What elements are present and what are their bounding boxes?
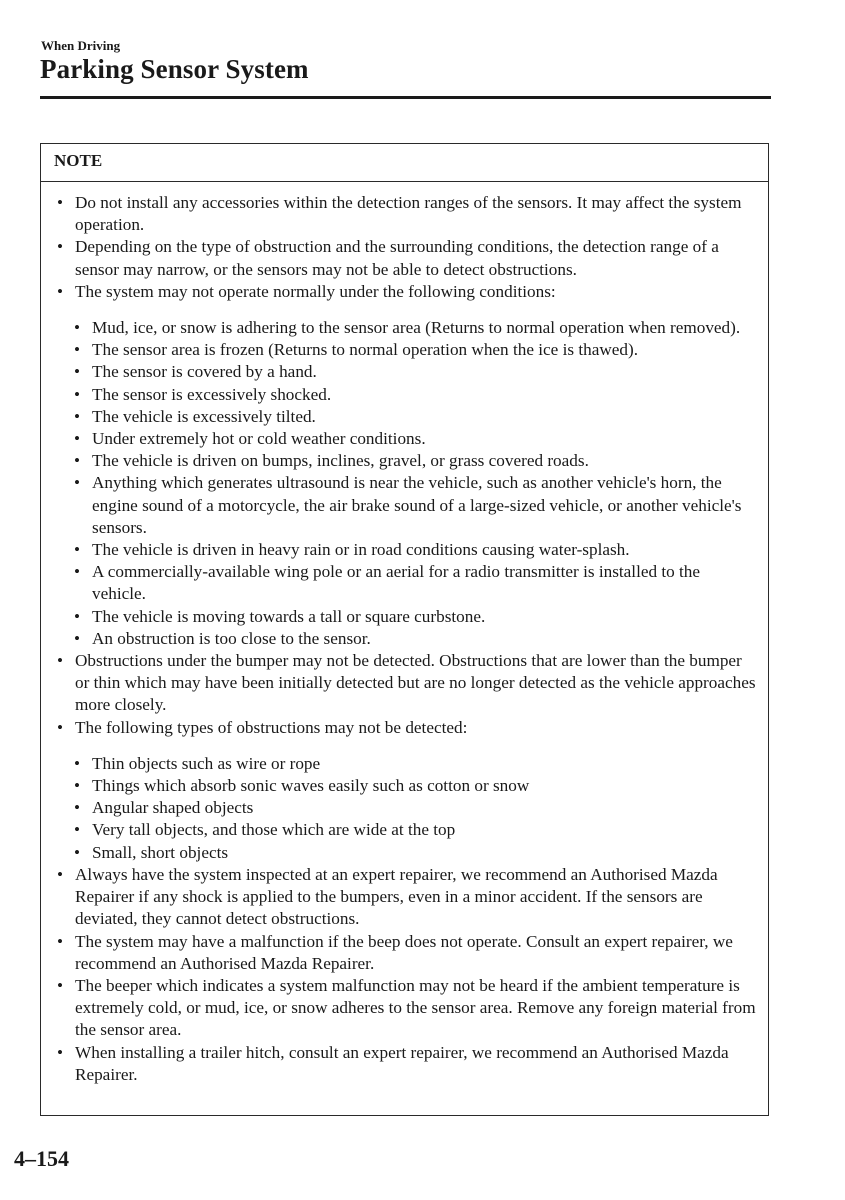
page-number: 4–154 [14,1146,69,1171]
bullet-icon: • [57,864,64,884]
note-body [41,182,768,1086]
bullet-icon: • [74,798,81,818]
note-item-text: When installing a trailer hitch, consult an expert repairer, we recommend an Authorised Mazda Repairer. [75,1042,729,1084]
note-sub-item-text: Anything which generates ultrasound is near the vehicle, such as another vehicle's horn, the engine sound of a motorcycle, the air brake sound of a large-sized vehicle, or another vehicle's sensors. [92,473,742,537]
note-item [55,1042,758,1086]
bullet-icon: • [74,606,81,626]
note-item [55,650,758,717]
note-sub-item [72,606,758,628]
bullet-icon: • [57,651,64,671]
note-sub-item-text: Mud, ice, or snow is adhering to the sensor area (Returns to normal operation when removed). [92,318,741,338]
note-item-text: Depending on the type of obstruction and the surrounding conditions, the detection range of a sensor may narrow, or the sensors may not be able to detect obstructions. [75,237,719,279]
note-item [55,975,758,1042]
bullet-icon: • [74,753,81,773]
note-item [55,236,758,280]
note-sub-list [55,753,758,864]
bullet-icon: • [74,451,81,471]
note-sub-item-text: Angular shaped objects [92,798,254,818]
title-rule [40,96,771,99]
note-sub-item-text: Under extremely hot or cold weather conditions. [92,429,426,449]
bullet-icon: • [74,384,81,404]
bullet-icon: • [57,975,64,995]
note-sub-item-text: The vehicle is moving towards a tall or square curbstone. [92,606,486,626]
note-item-text: The system may have a malfunction if the beep does not operate. Consult an expert repairer, we recommend an Authorised Mazda Repairer. [75,931,733,973]
note-sub-item [72,406,758,428]
note-sub-item-text: Very tall objects, and those which are wide at the top [92,820,456,840]
note-sub-item-text: Things which absorb sonic waves easily such as cotton or snow [92,776,530,796]
bullet-icon: • [74,562,81,582]
note-sub-item-text: Small, short objects [92,842,229,862]
page-title: Parking Sensor System [40,54,309,84]
bullet-icon: • [74,362,81,382]
bullet-icon: • [57,1042,64,1062]
note-sub-item [72,317,758,339]
note-sub-item [72,339,758,361]
note-sub-item-text: Thin objects such as wire or rope [92,753,321,773]
bullet-icon: • [74,340,81,360]
note-sub-item-text: The sensor is covered by a hand. [92,362,317,382]
note-sub-item [72,361,758,383]
note-item [55,864,758,931]
section-label: When Driving [41,38,121,53]
note-item-text: Do not install any accessories within the detection ranges of the sensors. It may affect the system operation. [75,193,742,235]
note-item [55,192,758,236]
note-item-text: The system may not operate normally under the following conditions: [75,281,556,301]
note-item [55,931,758,975]
note-sub-item-text: A commercially-available wing pole or an aerial for a radio transmitter is installed to the vehicle. [92,562,701,604]
note-item-text: The following types of obstructions may not be detected: [75,717,468,737]
bullet-icon: • [74,842,81,862]
bullet-icon: • [74,820,81,840]
note-sub-item [72,753,758,775]
note-sub-list [55,317,758,650]
note-sub-item [72,797,758,819]
bullet-icon: • [57,193,64,212]
note-sub-item [72,842,758,864]
note-sub-item [72,561,758,605]
bullet-icon: • [74,318,81,338]
note-sub-item-text: The vehicle is excessively tilted. [92,406,316,426]
note-item [55,717,758,739]
bullet-icon: • [57,931,64,951]
bullet-icon: • [57,281,64,301]
note-item-text: Obstructions under the bumper may not be detected. Obstructions that are lower than the bumper or thin which may have been initially detected but are no longer detected as the vehicle approaches more closely. [75,651,756,715]
note-sub-item [72,472,758,539]
bullet-icon: • [74,540,81,560]
bullet-icon: • [74,776,81,796]
note-sub-item [72,628,758,650]
note-sub-item [72,819,758,841]
note-sub-item-text: The sensor area is frozen (Returns to normal operation when the ice is thawed). [92,340,638,360]
bullet-icon: • [74,628,81,648]
bullet-icon: • [74,406,81,426]
note-sub-item [72,428,758,450]
note-sub-item [72,539,758,561]
bullet-icon: • [57,717,64,737]
note-item [55,281,758,303]
bullet-icon: • [74,473,81,493]
note-sub-item-text: The vehicle is driven in heavy rain or in road conditions causing water-splash. [92,540,630,560]
note-sub-item-text: The vehicle is driven on bumps, inclines, gravel, or grass covered roads. [92,451,589,471]
note-sub-item-text: The sensor is excessively shocked. [92,384,332,404]
note-heading: NOTE [41,144,768,182]
bullet-icon: • [57,237,64,257]
note-sub-item [72,384,758,406]
note-item-text: Always have the system inspected at an expert repairer, we recommend an Authorised Mazda Repairer if any shock is applied to the bumpers, even in a minor accident. If the sensors are deviated, they cannot detect obstructions. [75,864,718,929]
bullet-icon: • [74,429,81,449]
note-sub-item [72,775,758,797]
note-sub-item [72,450,758,472]
note-sub-item-text: An obstruction is too close to the sensor. [92,628,371,648]
note-item-text: The beeper which indicates a system malfunction may not be heard if the ambient temperature is extremely cold, or mud, ice, or snow adheres to the sensor area. Remove any foreign material from the sensor area. [75,975,756,1040]
note-box [40,143,769,1116]
